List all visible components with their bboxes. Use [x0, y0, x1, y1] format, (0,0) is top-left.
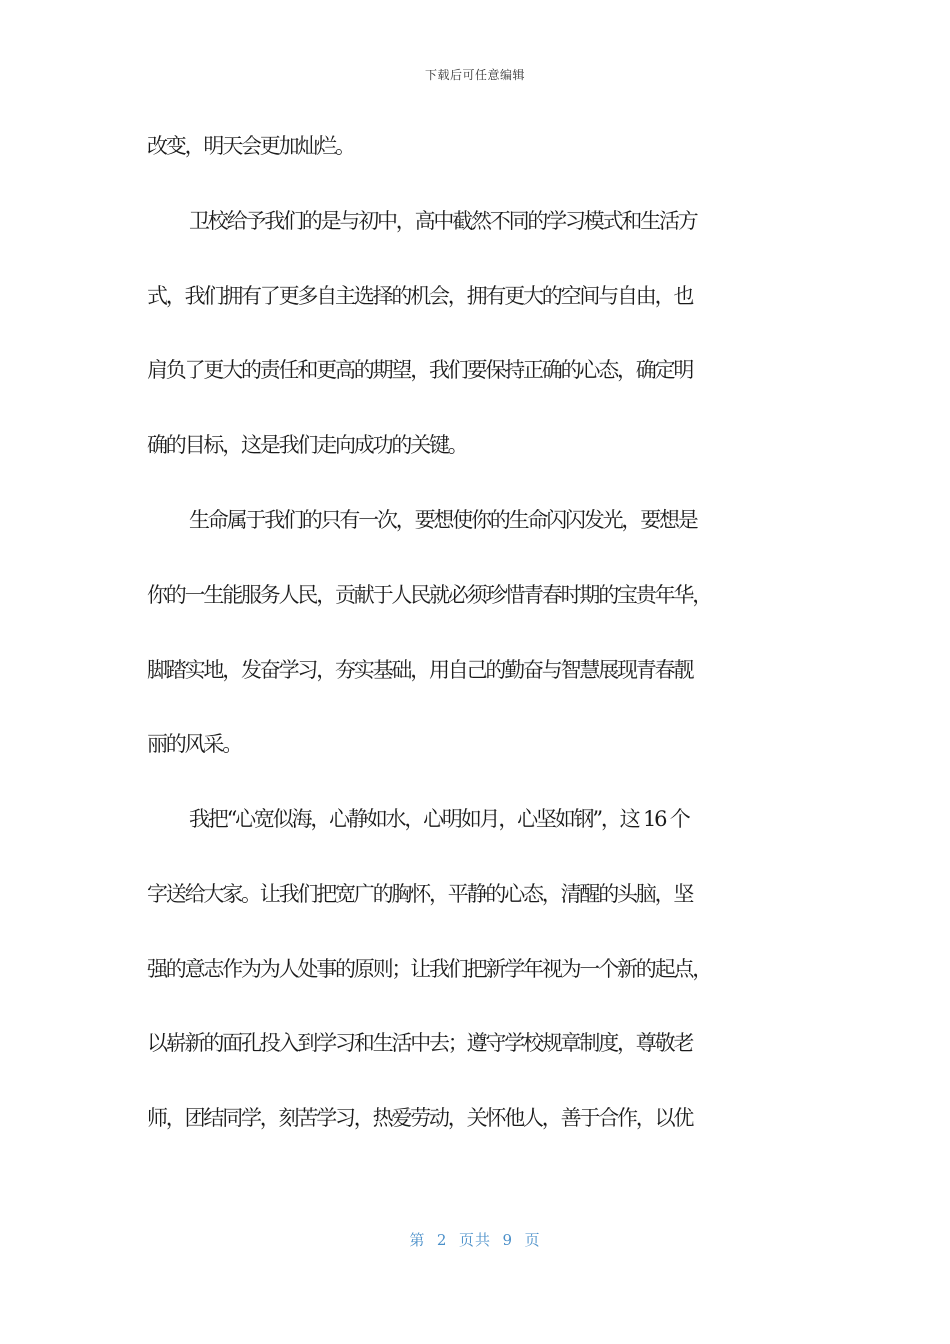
text-line: 肩负了更大的责任和更高的期望，我们要保持正确的心态，确定明 [147, 358, 693, 382]
text-line: 以崭新的面孔投入到学习和生活中去；遵守学校规章制度，尊敬老 [147, 1031, 693, 1055]
text-line: 确的目标，这是我们走向成功的关键。 [147, 433, 467, 457]
text-line: 改变，明天会更加灿烂。 [147, 134, 354, 158]
text-line: 丽的风采。 [147, 732, 241, 756]
page-header: 下载后可任意编辑 [424, 68, 525, 82]
paragraph-first-line: 生命属于我们的只有一次，要想使你的生命闪闪发光，要想是 [189, 508, 697, 532]
page-number: 第 2 页共 9 页 [409, 1231, 541, 1249]
text-line: 式，我们拥有了更多自主选择的机会，拥有更大的空间与自由，也 [147, 284, 693, 308]
text-line: 你的一生能服务人民，贡献于人民就必须珍惜青春时期的宝贵年华， [147, 583, 711, 607]
text-line: 脚踏实地，发奋学习，夯实基础，用自己的勤奋与智慧展现青春靓 [147, 658, 693, 682]
text-line: 强的意志作为为人处事的原则；让我们把新学年视为一个新的起点， [147, 957, 711, 981]
paragraph-first-line: 卫校给予我们的是与初中，高中截然不同的学习模式和生活方 [189, 209, 697, 233]
text-line: 字送给大家。让我们把宽广的胸怀，平静的心态，清醒的头脑，坚 [147, 882, 693, 906]
text-line: 师，团结同学，刻苦学习，热爱劳动，关怀他人，善于合作，以优 [147, 1106, 693, 1130]
paragraph-first-line: 我把“心宽似海，心静如水，心明如月，心坚如钢”，这 16 个 [189, 807, 689, 831]
